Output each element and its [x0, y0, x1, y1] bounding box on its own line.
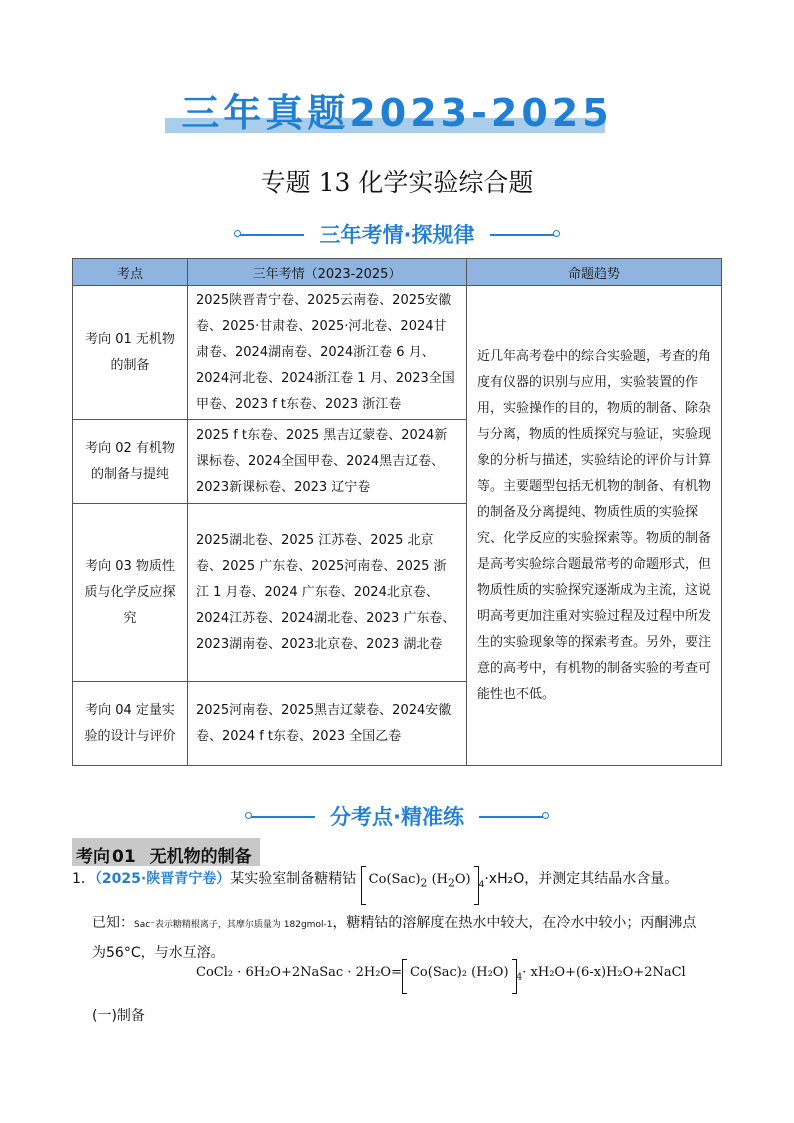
papers-cell: 2025湖北卷、2025 江苏卷、2025 北京卷、2025 广东卷、2025河南卷、2025 浙江 1 月卷、2024 广东卷、2024北京卷、2024江苏卷、2024湖北卷、2023 广东卷、2023湖南卷、2023北京卷、2023 湖北卷	[188, 504, 467, 682]
decorative-line-right	[490, 228, 560, 240]
column-header: 命题趋势	[467, 259, 722, 286]
question-source-tag: （2025·陕晋青宁卷）	[94, 871, 231, 887]
question-stem	[72, 868, 678, 896]
section-title-practice: 分考点·精准练	[330, 805, 464, 829]
known-text: ，糖精钴的溶解度在热水中较大，在冷水中较小；丙酮沸点	[332, 915, 697, 931]
trend-cell: 近几年高考卷中的综合实验题，考查的角度有仪器的识别与应用，实验装置的作用，实验操作的目的，物质的制备、除杂与分离，物质的性质探究与验证，实验现象的分析与描述，实验结论的评价与计算等。主要题型包括无机物的制备、有机物的制备及分离提纯、物质性质的实验探究、化学反应的实验探索等。物质的制备是高考实验综合题最常考的命题形式，但物质性质的实验探究逐渐成为主流，这说明高考更加注重对实验过程及过程中所发生的实验现象等的探索考查。另外，要注意的高考中，有机物的制备实验的考查可能性也不低。	[467, 286, 722, 766]
banner-title: 三年真题2023-2025	[181, 91, 613, 135]
topic-cell: 考向 01 无机物的制备	[73, 286, 188, 420]
papers-cell: 2025 f t东卷、2025 黑吉辽蒙卷、2024新课标卷、2024全国甲卷、2024黑吉辽卷、2023新课标卷、2023 辽宁卷	[188, 420, 467, 504]
category-prefix: 考向	[76, 847, 110, 867]
topic-cell: 考向 03 物质性质与化学反应探究	[73, 504, 188, 682]
known-sac-note: Sac⁻表示糖精根离子，其摩尔质量为 182gmol-1	[134, 920, 333, 930]
topic-cell: 考向 04 定量实验的设计与评价	[73, 682, 188, 766]
section-title-trends: 三年考情·探规律	[319, 223, 475, 247]
part-heading: (一)制备	[92, 1008, 145, 1024]
decorative-line-left	[234, 228, 304, 240]
complex-subscript: 4	[478, 879, 485, 890]
category-name: 无机物的制备	[149, 847, 252, 867]
equation-complex: Co(Sac)₂ (H₂O)	[402, 962, 517, 984]
category-number: 01	[112, 847, 136, 867]
known-line-2: 为56°C，与水互溶。	[92, 945, 225, 961]
reaction-equation: CoCl₂ · 6H₂O+2NaSac · 2H₂O= Co(Sac)₂ (H₂O) $_4$· xH₂O+(6-x)H₂O+2NaCl	[196, 962, 686, 989]
decorative-line-left	[245, 810, 315, 822]
column-header: 考点	[73, 259, 188, 286]
category-heading	[76, 842, 252, 867]
question-number: 1．	[72, 871, 95, 887]
page-subtitle: 专题 13 化学实验综合题	[260, 168, 534, 197]
summary-table	[72, 258, 722, 766]
table-row	[73, 286, 722, 420]
question-text-end: ·xH₂O，并测定其结晶水含量。	[484, 871, 679, 887]
question-text: 某实验室制备糖精钴	[230, 871, 357, 887]
known-label: 已知：	[92, 915, 134, 931]
decorative-line-right	[479, 810, 549, 822]
table-header-row	[73, 259, 722, 286]
papers-cell: 2025河南卷、2025黑吉辽蒙卷、2024安徽卷、2024 f t东卷、2023 全国乙卷	[188, 682, 467, 766]
section-header-practice	[0, 801, 794, 831]
complex-formula: $Co(Sac)_2$ $(H_2O)$	[361, 869, 479, 895]
known-line-1	[92, 912, 696, 936]
papers-cell: 2025陕晋青宁卷、2025云南卷、2025安徽卷、2025·甘肃卷、2025·河北卷、2024甘肃卷、2024湖南卷、2024浙江卷 6 月、2024河北卷、2024浙江卷 1 月、2023全国甲卷、2023 f t东卷、2023 浙江卷	[188, 286, 467, 420]
equation-subscript: 4	[516, 972, 523, 983]
section-header-trends	[0, 219, 794, 249]
topic-cell: 考向 02 有机物的制备与提纯	[73, 420, 188, 504]
column-header: 三年考情（2023-2025）	[188, 259, 467, 286]
